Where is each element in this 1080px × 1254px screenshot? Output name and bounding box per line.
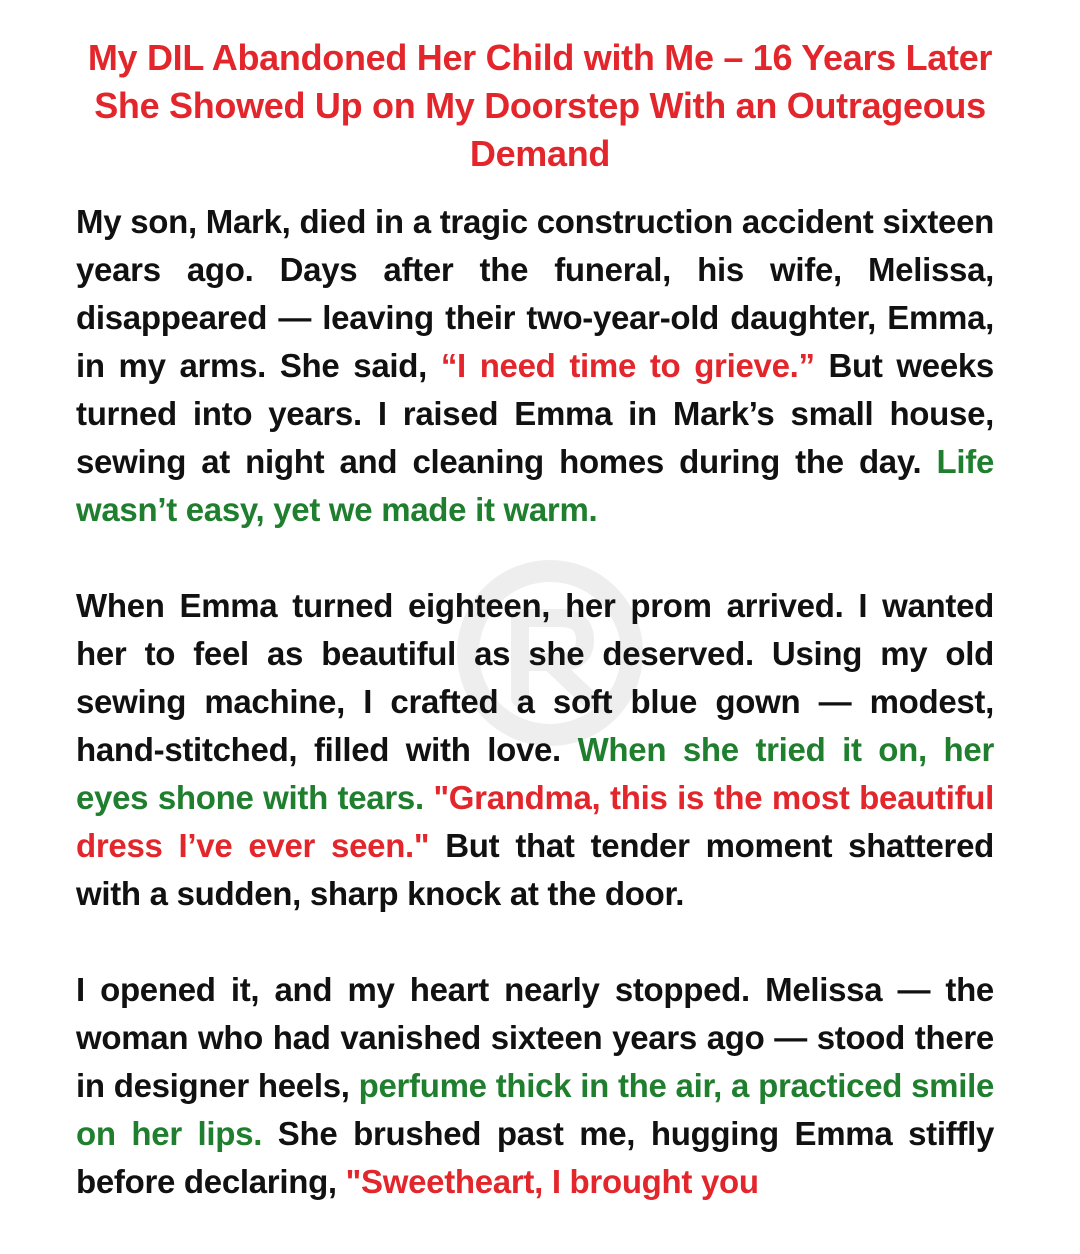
paragraph-1-text-1: My son, Mark, died in a tragic construction accident sixteen years ago. Days after the funeral, his wife, Melissa, disappeared — leaving their two-year-old daughter, Emma, in my arms. She said, (76, 203, 994, 384)
paragraph-2-quote-red: "Grandma, this is the most beautiful dress I’ve ever seen." (76, 779, 994, 864)
paragraph-2-text-1: When Emma turned eighteen, her prom arrived. I wanted her to feel as beautiful as she deserved. Using my old sewing machine, I crafted a soft blue gown — modest, hand-stitched, filled with love. (76, 587, 994, 768)
paragraph-1-text-2: But weeks turned into years. I raised Emma in Mark’s small house, sewing at night and cleaning homes during the day. (76, 347, 994, 480)
paragraph-3-quote-red: "Sweetheart, I brought you (345, 1163, 759, 1200)
paragraph-1-highlight-green: Life wasn’t easy, yet we made it warm. (76, 443, 994, 528)
story-body (76, 198, 994, 1254)
story-paragraph-3 (76, 966, 994, 1206)
story-title: My DIL Abandoned Her Child with Me – 16 Years Later She Showed Up on My Doorstep With an Outrageous Demand (87, 37, 993, 174)
paragraph-3-highlight-green: perfume thick in the air, a practiced smile on her lips. (76, 1067, 994, 1152)
paragraph-2-text-2: But that tender moment shattered with a sudden, sharp knock at the door. (76, 827, 994, 912)
paragraph-3-text-1: I opened it, and my heart nearly stopped. Melissa — the woman who had vanished sixteen years ago — stood there in designer heels, (76, 971, 994, 1104)
paragraph-2-highlight-green: When she tried it on, her eyes shone with tears. (76, 731, 994, 816)
paragraph-3-text-2: She brushed past me, hugging Emma stiffly before declaring, (76, 1115, 995, 1200)
paragraph-1-quote-red: “I need time to grieve.” (440, 347, 815, 384)
story-paragraph-2 (76, 582, 994, 918)
story-paragraph-1 (76, 198, 994, 534)
